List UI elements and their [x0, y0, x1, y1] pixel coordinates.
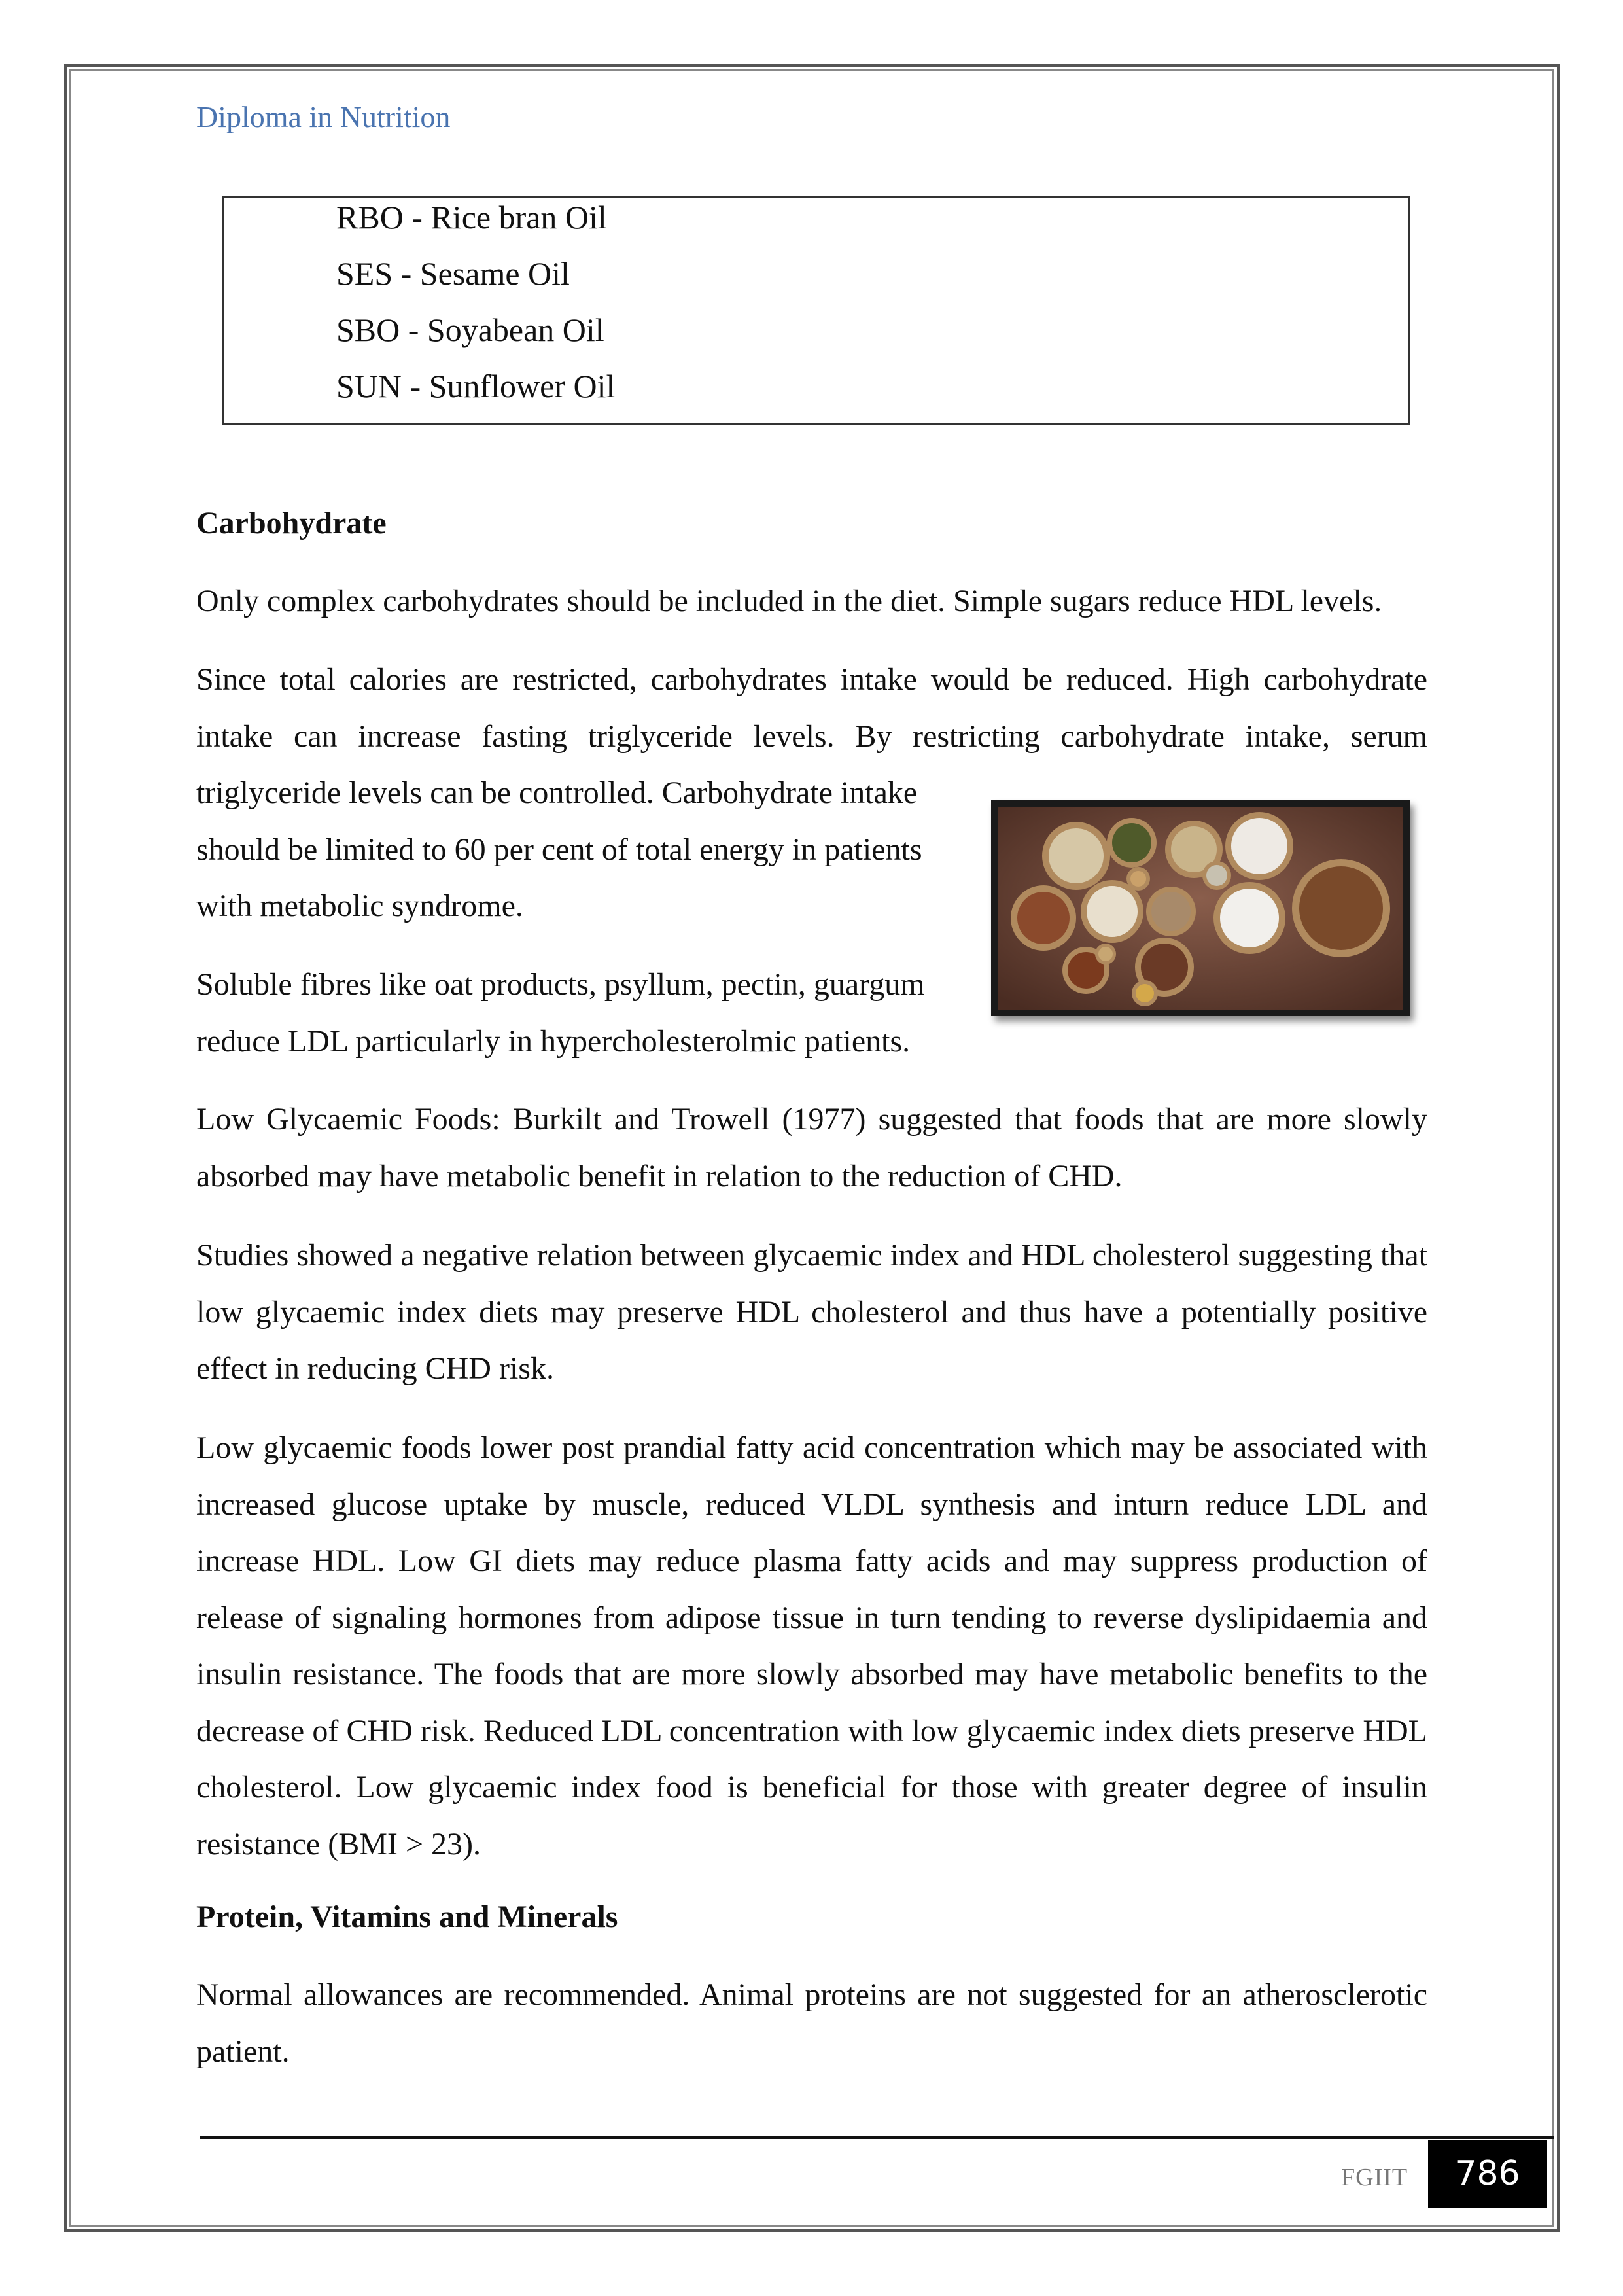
running-header: Diploma in Nutrition: [196, 100, 451, 133]
grains-bowls-image: [998, 807, 1403, 1010]
paragraph-studies: Studies showed a negative relation between glycaemic index and HDL cholesterol suggesting that low glycaemic index diets may preserve HDL cholesterol and thus have a potentially positive effect in reducing CHD risk.: [196, 1238, 1427, 1386]
paragraph-protein: Normal allowances are recommended. Animal proteins are not suggested for an atherosclerotic patient.: [196, 1977, 1427, 2069]
paragraph-low-glycaemic-foods: Low Glycaemic Foods: Burkilt and Trowell (1977) suggested that foods that are more slowly absorbed may have metabolic benefit in relation to the reduction of CHD.: [196, 1102, 1427, 1193]
footer-label: FGIIT: [1341, 2164, 1408, 2191]
section-heading-protein: Protein, Vitamins and Minerals: [196, 1899, 618, 1934]
section-heading-carbohydrate: Carbohydrate: [196, 506, 387, 540]
abbreviation-box: [222, 196, 1410, 425]
paragraph-soluble-fibres: Soluble fibres like oat products, psyllum, pectin, guargum reduce LDL particularly in hypercholesterolmic patients.: [196, 967, 925, 1059]
abbreviation-sun: SUN - Sunflower Oil: [336, 368, 616, 404]
abbreviation-rbo: RBO - Rice bran Oil: [336, 199, 607, 236]
paragraph-carbohydrate-1: Only complex carbohydrates should be included in the diet. Simple sugars reduce HDL levels.: [196, 584, 1382, 618]
paragraph-low-glycaemic-mechanism: Low glycaemic foods lower post prandial fatty acid concentration which may be associated with increased glucose uptake by muscle, reduced VLDL synthesis and inturn reduce LDL and increase HDL. Low GI diets may reduce plasma fatty acids and may suppress production of release of signaling hormones from adipose tissue in turn tending to reverse dyslipidaemia and insulin resistance. The foods that are more slowly absorbed may have metabolic benefits to the decrease of CHD risk. Reduced LDL concentration with low glycaemic index diets preserve HDL cholesterol. Low glycaemic index food is beneficial for those with greater degree of insulin resistance (BMI > 23).: [196, 1430, 1427, 1862]
footer-rule: [200, 2136, 1554, 2139]
paragraph-carbohydrate-2a: Since total calories are restricted, carbohydrates intake would be reduced. High carbohydrate intake can increase fasting triglyceride levels. By restricting carbohydrate intake, serum: [196, 662, 1427, 754]
abbreviation-sbo: SBO - Soyabean Oil: [336, 311, 604, 348]
paragraph-carbohydrate-2b: triglyceride levels can be controlled. Carbohydrate intake should be limited to 60 per cent of total energy in patients with metabolic syndrome.: [196, 775, 922, 923]
abbreviation-ses: SES - Sesame Oil: [336, 255, 570, 292]
page-number: 786: [1428, 2140, 1547, 2208]
grains-photo-frame: [991, 800, 1410, 1016]
